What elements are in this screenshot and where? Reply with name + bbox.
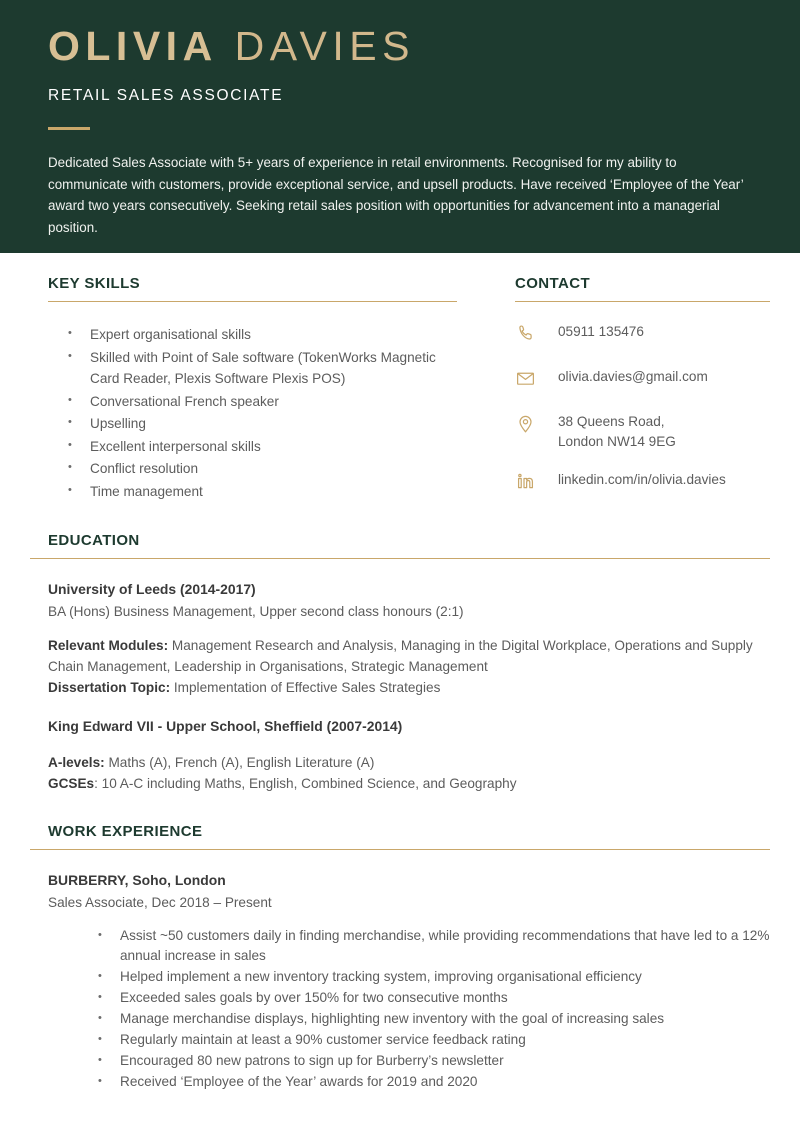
contact-linkedin[interactable] [515, 470, 770, 497]
work-entry [48, 872, 770, 1092]
work-employer: BURBERRY, Soho, London [48, 872, 226, 888]
list-item: • Manage merchandise displays, highlighting new inventory with the goal of increasing sales [48, 1009, 770, 1029]
professional-summary: Dedicated Sales Associate with 5+ years of experience in retail environments. Recognised for my ability to communicate with customers, provide exceptional service, and upsell products. Have received ‘Employee of the Year’ award two years consecutively. Seeking retail sales position with opportunities for advancement into a managerial position. [48, 155, 744, 235]
contact-heading: CONTACT [515, 275, 591, 292]
phone-number: 05911 135476 [558, 324, 644, 339]
work-heading-wrap [30, 823, 770, 840]
resume-body [0, 253, 800, 1092]
first-name: OLIVIA [48, 23, 218, 69]
postal-address [541, 412, 676, 452]
linkedin-url: linkedin.com/in/olivia.davies [558, 472, 726, 487]
linkedin-icon [515, 471, 541, 497]
address-line-1: 38 Queens Road, London NW14 9EG [558, 414, 676, 449]
list-item: • Skilled with Point of Sale software (TokenWorks Magnetic Card Reader, Plexis Software Plexis POS) [48, 347, 457, 390]
work-experience-section [30, 794, 770, 1092]
education-entry [48, 718, 770, 794]
list-item: • Time management [48, 481, 457, 503]
detail-label: Dissertation Topic: [48, 680, 171, 695]
phone-icon [515, 323, 541, 349]
education-entry [48, 581, 770, 698]
key-skills-section [30, 275, 457, 515]
education-heading-wrap [30, 532, 770, 549]
contact-email[interactable] [515, 367, 770, 394]
last-name: DAVIES [234, 23, 415, 69]
list-item: • Helped implement a new inventory tracking system, improving organisational efficiency [48, 967, 770, 987]
job-title: RETAIL SALES ASSOCIATE [48, 87, 284, 104]
last-name-spacer [218, 23, 235, 69]
header-divider [48, 127, 90, 130]
detail-text: Maths (A), French (A), English Literature (A) [104, 755, 375, 770]
envelope-icon [515, 368, 541, 394]
work-experience-heading: WORK EXPERIENCE [48, 823, 203, 840]
email-address: olivia.davies@gmail.com [558, 369, 708, 384]
detail-label: Relevant Modules: [48, 638, 169, 653]
contact-phone[interactable] [515, 322, 770, 349]
list-item: • Expert organisational skills [48, 324, 457, 346]
skills-contact-row [30, 253, 770, 515]
work-role-dates: Sales Associate, Dec 2018 – Present [48, 895, 272, 910]
detail-text: : 10 A-C including Maths, English, Combined Science, and Geography [94, 776, 517, 791]
work-bullet-list [48, 913, 770, 1092]
detail-label: A-levels: [48, 755, 105, 770]
education-qualification: BA (Hons) Business Management, Upper second class honours (2:1) [48, 604, 464, 619]
location-pin-icon [515, 413, 541, 439]
detail-label: GCSEs [48, 776, 95, 791]
list-item: • Encouraged 80 new patrons to sign up for Burberry’s newsletter [48, 1051, 770, 1071]
detail-text: Implementation of Effective Sales Strategies [170, 680, 441, 695]
education-section [30, 515, 770, 794]
contact-heading-wrap [515, 275, 770, 292]
education-detail-line [48, 773, 770, 794]
detail-text: Management Research and Analysis, Managing in the Digital Workplace, Operations and Supply Chain Management, Leadership in Organisations, Strategic Management [48, 638, 753, 674]
contact-list [515, 302, 770, 497]
education-institution: King Edward VII - Upper School, Sheffield (2007-2014) [48, 718, 403, 734]
list-item: • Regularly maintain at least a 90% customer service feedback rating [48, 1030, 770, 1050]
key-skills-heading-wrap [48, 275, 457, 292]
key-skills-list [48, 302, 457, 502]
list-item: • Conversational French speaker [48, 391, 457, 413]
contact-address[interactable] [515, 412, 770, 452]
education-detail-line [48, 677, 770, 698]
education-entries [30, 559, 770, 794]
resume-header [0, 0, 800, 253]
candidate-name [48, 23, 752, 69]
work-entries [30, 850, 770, 1092]
list-item: • Assist ~50 customers daily in finding merchandise, while providing recommendations that have led to a 12% annual increase in sales [48, 926, 770, 966]
education-institution: University of Leeds (2014-2017) [48, 581, 256, 597]
list-item: • Received ‘Employee of the Year’ awards for 2019 and 2020 [48, 1072, 770, 1092]
list-item: • Excellent interpersonal skills [48, 436, 457, 458]
education-detail-line [48, 635, 770, 677]
education-heading: EDUCATION [48, 532, 140, 549]
key-skills-heading: KEY SKILLS [48, 275, 141, 292]
education-detail-line [48, 752, 770, 773]
list-item: • Upselling [48, 413, 457, 435]
contact-section [457, 275, 770, 515]
list-item: • Conflict resolution [48, 458, 457, 480]
list-item: • Exceeded sales goals by over 150% for two consecutive months [48, 988, 770, 1008]
